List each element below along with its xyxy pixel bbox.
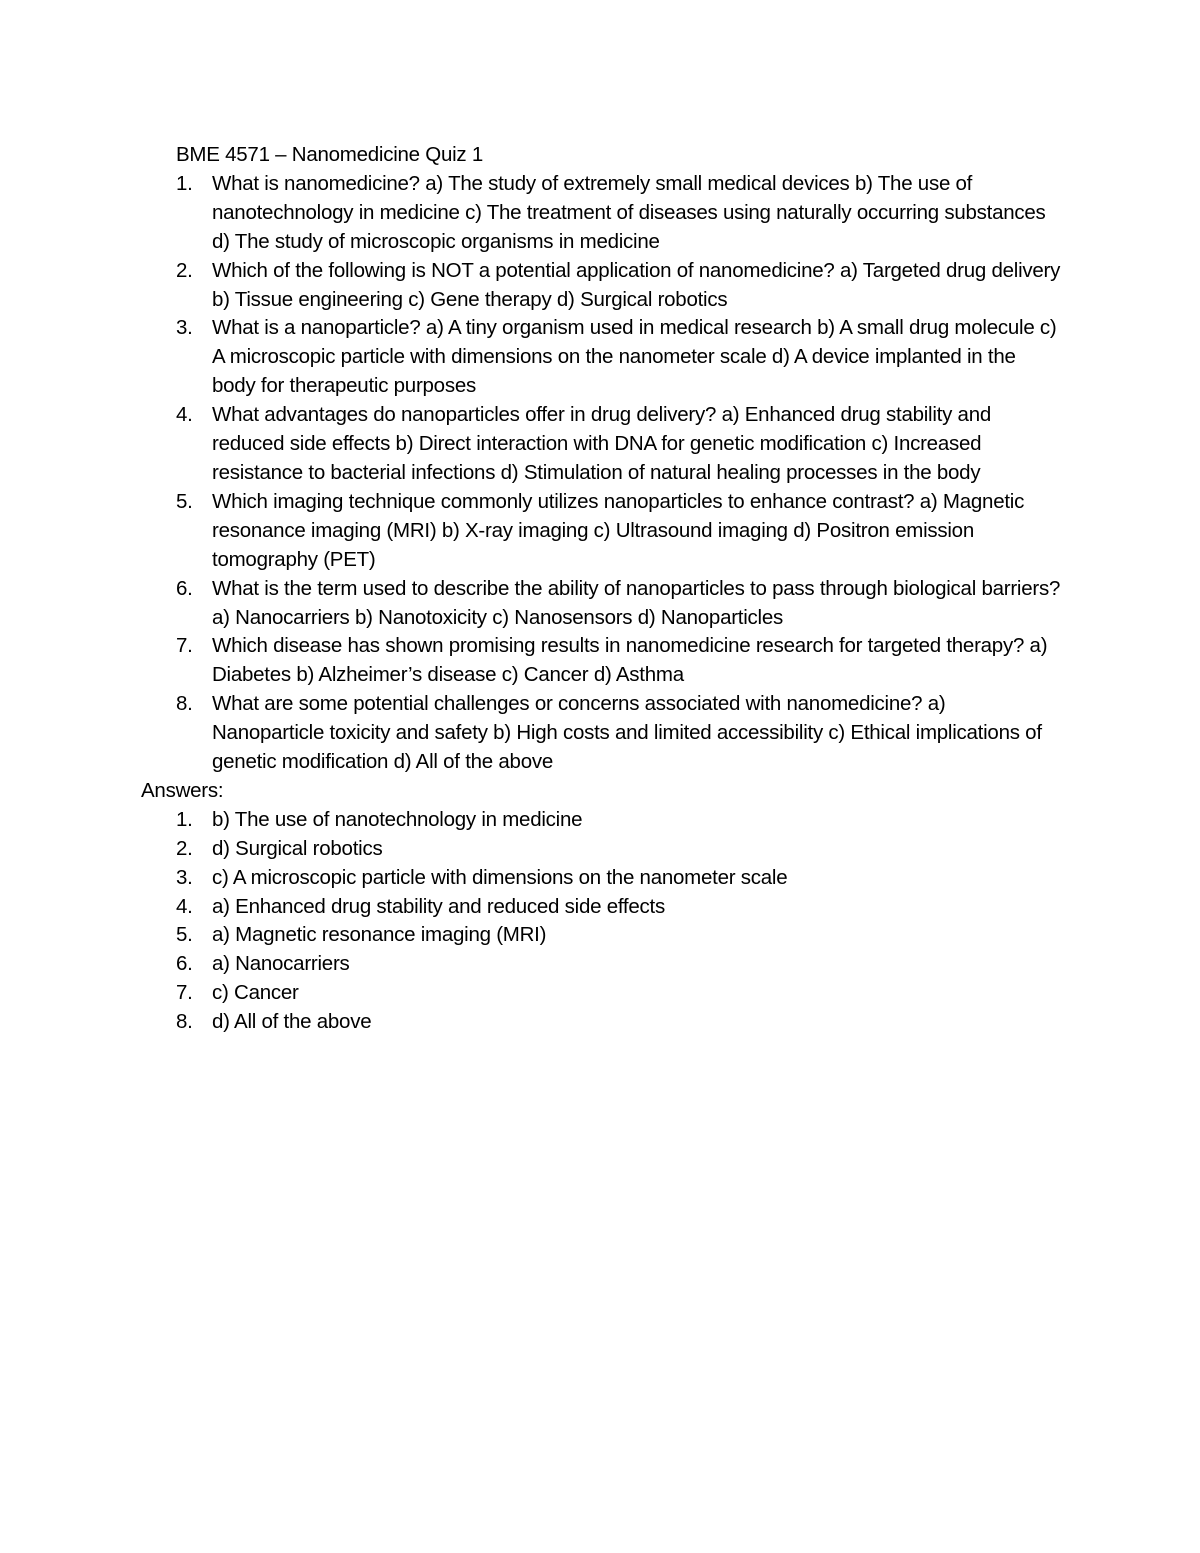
answer-text: a) Enhanced drug stability and reduced side effects (212, 894, 665, 918)
question-number: 4. (176, 403, 193, 427)
question-item (141, 690, 1061, 777)
document-body (141, 141, 1061, 1037)
question-item (141, 575, 1061, 633)
answer-text: b) The use of nanotechnology in medicine (212, 807, 583, 831)
question-item (141, 488, 1061, 575)
answer-text: d) Surgical robotics (212, 836, 383, 860)
question-text: Which disease has shown promising results in nanomedicine research for targeted therapy? a) Diabetes b) Alzheimer’s disease c) Cancer d) Asthma (212, 634, 1048, 687)
answer-text: c) Cancer (212, 981, 299, 1005)
question-item (141, 257, 1061, 315)
answer-number: 4. (176, 894, 193, 918)
question-text: Which imaging technique commonly utilizes nanoparticles to enhance contrast? a) Magnetic resonance imaging (MRI) b) X-ray imaging c) Ultrasound imaging d) Positron emission tomography (PET) (212, 489, 1025, 571)
answer-text: d) All of the above (212, 1010, 372, 1034)
question-list (141, 170, 1061, 777)
answer-text: c) A microscopic particle with dimensions on the nanometer scale (212, 865, 788, 889)
question-number: 6. (176, 576, 193, 600)
answer-item (141, 893, 1061, 922)
answer-number: 3. (176, 865, 193, 889)
answer-list (141, 806, 1061, 1037)
question-number: 5. (176, 489, 193, 513)
question-item (141, 632, 1061, 690)
answer-text: a) Nanocarriers (212, 952, 350, 976)
answer-number: 7. (176, 981, 193, 1005)
answer-item (141, 921, 1061, 950)
answer-item (141, 979, 1061, 1008)
answer-number: 1. (176, 807, 193, 831)
answer-item (141, 950, 1061, 979)
answer-number: 6. (176, 952, 193, 976)
answer-item (141, 1008, 1061, 1037)
question-text: What is a nanoparticle? a) A tiny organism used in medical research b) A small drug molecule c) A microscopic particle with dimensions on the nanometer scale d) A device implanted in the body for therapeutic purposes (212, 316, 1057, 398)
answers-heading: Answers: (141, 778, 224, 802)
answer-item (141, 806, 1061, 835)
question-text: What are some potential challenges or concerns associated with nanomedicine? a) Nanoparticle toxicity and safety b) High costs and limited accessibility c) Ethical implications of genetic modification d) All of the above (212, 692, 1042, 774)
answer-number: 5. (176, 923, 193, 947)
question-number: 8. (176, 692, 193, 716)
answer-item (141, 864, 1061, 893)
question-text: What advantages do nanoparticles offer in drug delivery? a) Enhanced drug stability and reduced side effects b) Direct interaction with DNA for genetic modification c) Increased resistance to bacterial infections d) Stimulation of natural healing processes in the body (212, 403, 992, 484)
quiz-title: BME 4571 – Nanomedicine Quiz 1 (176, 143, 484, 166)
question-text: What is nanomedicine? a) The study of extremely small medical devices b) The use of nanotechnology in medicine c) The treatment of diseases using naturally occurring substances d) The study of microscopic organisms in medicine (212, 171, 1046, 253)
answer-number: 2. (176, 836, 193, 860)
question-text: Which of the following is NOT a potential application of nanomedicine? a) Targeted drug delivery b) Tissue engineering c) Gene therapy d) Surgical robotics (212, 258, 1061, 311)
question-number: 1. (176, 171, 193, 195)
question-text: What is the term used to describe the ability of nanoparticles to pass through biological barriers? a) Nanocarriers b) Nanotoxicity c) Nanosensors d) Nanoparticles (212, 576, 1061, 629)
question-item (141, 401, 1061, 488)
question-item (141, 314, 1061, 401)
question-item (141, 170, 1061, 257)
question-number: 3. (176, 316, 193, 340)
answer-text: a) Magnetic resonance imaging (MRI) (212, 923, 547, 947)
answer-item (141, 835, 1061, 864)
answer-number: 8. (176, 1010, 193, 1034)
question-number: 2. (176, 258, 193, 282)
question-number: 7. (176, 634, 193, 658)
